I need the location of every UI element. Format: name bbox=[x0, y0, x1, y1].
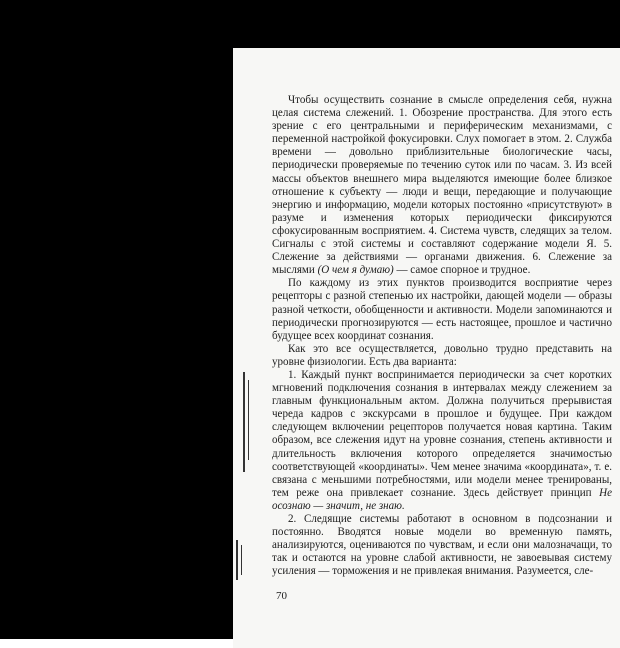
margin-mark-1 bbox=[243, 372, 245, 472]
paragraph-4 bbox=[272, 369, 612, 513]
paragraph-1-text: Чтобы осуществить сознание в смысле определения себя, нужна целая система слежений. 1. Обозрение пространства. Для этого есть зрение с его центральными и периферическим механизмами, с переменной настройкой фокусировки. Слух помогает в этом. 2. Служба времени — довольно приблизительные биологические часы, периодически проверяемые по течению суток или по часам. 3. Из всей массы объектов внешнего мира выделяются имеющие более близкое отношение к субъекту — люди и вещи, передающие и получающие энергию и информацию, модели которых постоянно «присутствуют» в разуме и изменения которых периодически фиксируются сфокусированным восприятием. 4. Система чувств, следящих за телом. Сигналы с этой системы и составляют содержание модели Я. 5. Слежение за действиями — органами движения. 6. Слежение за мыслями bbox=[272, 94, 612, 277]
emphasis-2: Не осознаю — значит, не знаю. bbox=[272, 486, 612, 512]
paragraph-1 bbox=[272, 94, 612, 277]
margin-mark-4 bbox=[241, 545, 242, 575]
page-body bbox=[272, 94, 612, 578]
paragraph-5: 2. Следящие системы работают в основном в подсознании и постоянно. Вводятся новые модели во временную память, анализируются, оцениваются по чувствам, и если они малозначащи, то так и остаются на уровне слабой активности, не завоевывая систему усиления — торможения и не привлекая внимания. Разумеется, сле- bbox=[272, 513, 612, 578]
paragraph-4-text: 1. Каждый пункт воспринимается периодически за счет коротких мгновений подключения сознания в интервалах между слежением за главным функциональным актом. Должна получиться прерывистая череда кадров с экскурсами в прошлое и будущее. При каждом следующем включении рецепторов получается новая картина. Таким образом, все слежения идут на уровне сознания, степень активности и длительность включения которого определяется значимостью соответствующей «координаты». Чем менее значима «координата», т. е. связана с меньшими потребностями, или модели менее тренированы, тем реже она привлекает сознание. Здесь действует принцип bbox=[272, 368, 612, 499]
page-number: 70 bbox=[276, 590, 287, 602]
margin-mark-2 bbox=[248, 380, 249, 460]
paragraph-3: Как это все осуществляется, довольно трудно представить на уровне физиологии. Есть два варианта: bbox=[272, 342, 612, 368]
emphasis-1: (О чем я думаю) bbox=[317, 264, 394, 277]
margin-mark-3 bbox=[236, 540, 238, 580]
paragraph-1-end: — самое спорное и трудное. bbox=[396, 264, 531, 277]
paragraph-2: По каждому из этих пунктов производится восприятие через рецепторы с разной степенью их настройки, дающей модели — образы разной четкости, обобщенности и активности. Модели запоминаются и периодически прогнозируются — есть настоящее, прошлое и частично будущее всех координат сознания. bbox=[272, 277, 612, 342]
